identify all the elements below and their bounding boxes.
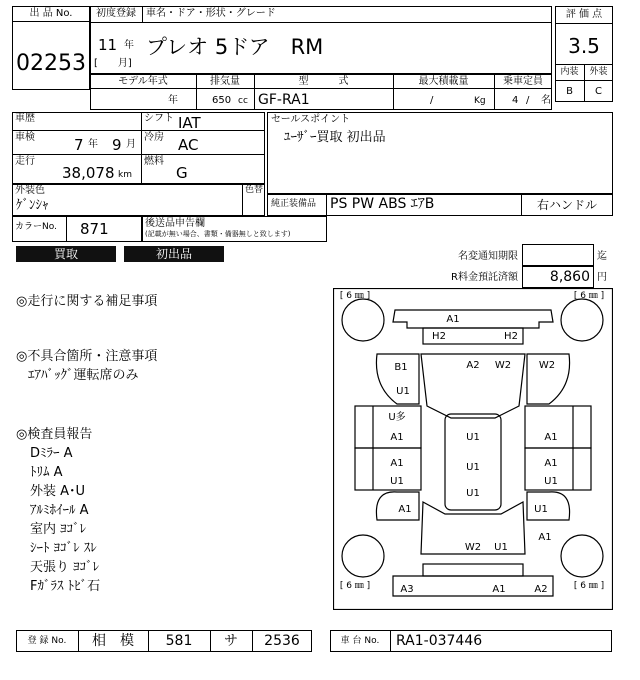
defects-title: ◎不具合箇所・注意事項 <box>16 349 158 364</box>
fuel-label: 燃料 <box>144 156 164 167</box>
inspector-title: ◎検査員報告 <box>16 427 93 442</box>
divider <box>12 130 265 131</box>
damage-mark: A1 <box>390 432 404 443</box>
lot-number: 02253 <box>16 51 86 76</box>
mileage-label: 走行 <box>15 156 35 167</box>
recycle-label: R料金預託済額 <box>451 272 518 283</box>
inspection-month: 9 <box>112 136 122 154</box>
exterior-label: 外装 <box>589 67 608 77</box>
wheel-rear-left <box>342 535 384 577</box>
damage-mark: A2 <box>466 360 480 371</box>
damage-mark: H2 <box>432 331 446 342</box>
tire-depth: [ 6 ㎜ ] <box>573 581 605 591</box>
divider <box>12 154 265 155</box>
driving-notes-title: ◎走行に関する補足事項 <box>16 294 158 309</box>
color-no-value: 871 <box>80 220 109 238</box>
name-change-unit: 迄 <box>597 251 607 262</box>
damage-mark: U1 <box>534 504 548 515</box>
history-label: 車歴 <box>15 113 35 124</box>
wheel-front-left <box>342 299 384 341</box>
registration-number: 2536 <box>264 633 300 649</box>
damage-mark: A3 <box>400 584 414 595</box>
mileage-value: 38,078 <box>62 164 115 182</box>
later-items-note: (記載が無い場合、書類・備器無しと致します) <box>145 230 291 238</box>
chassis-label: 車 台 No. <box>340 636 380 646</box>
tire-depth: [ 6 ㎜ ] <box>573 291 605 301</box>
inspector-item: ﾄﾘﾑ A <box>30 465 63 480</box>
first-reg-year-unit: 年 <box>124 40 134 51</box>
damage-mark: U1 <box>544 476 558 487</box>
damage-mark: U多 <box>388 412 406 423</box>
model-year-label: モデル年式 <box>118 76 168 87</box>
inspector-item: ｱﾙﾐﾎｲｰﾙ A <box>30 503 89 518</box>
first-reg-month: [ 月] <box>94 58 132 69</box>
displacement-unit: cc <box>238 96 248 106</box>
chassis-number: RA1-037446 <box>396 633 483 649</box>
mileage-unit: km <box>118 170 132 180</box>
score-value: 3.5 <box>568 34 600 58</box>
model-year-unit: 年 <box>168 95 178 106</box>
wheel-rear-right <box>561 535 603 577</box>
damage-mark: W2 <box>538 360 556 371</box>
exterior-grade: C <box>595 86 602 97</box>
inspector-item: 天張り ﾖｺﾞﾚ <box>30 560 100 575</box>
details-left <box>12 112 265 184</box>
damage-mark: U1 <box>390 476 404 487</box>
inspector-item: Dﾐﾗｰ A <box>30 446 73 461</box>
wheel-front-right <box>561 299 603 341</box>
damage-mark: W2 <box>464 542 482 553</box>
damage-mark: A1 <box>446 314 460 325</box>
inspection-month-unit: 月 <box>126 139 136 150</box>
inspection-year: 7 <box>74 136 84 154</box>
registration-kana: サ <box>224 633 238 649</box>
sales-point-label: セールスポイント <box>271 114 351 125</box>
rear-bumper-shape <box>393 576 553 596</box>
ac-label: 冷房 <box>144 132 164 143</box>
divider <box>90 88 552 89</box>
divider <box>390 630 391 652</box>
capacity-sep: / <box>526 95 530 106</box>
divider <box>141 112 142 184</box>
front-bumper-shape <box>393 310 553 328</box>
damage-mark: A1 <box>538 532 552 543</box>
damage-mark: A2 <box>534 584 548 595</box>
damage-mark: U1 <box>396 386 410 397</box>
divider <box>142 6 143 22</box>
shift-label: シフト <box>144 113 174 124</box>
car-name: プレオ 5ドア RM <box>146 35 324 59</box>
equipment-label: 純正装備品 <box>271 199 317 209</box>
notes-column <box>16 292 316 596</box>
damage-mark: U1 <box>466 462 480 473</box>
displacement-value: 650 <box>212 95 232 106</box>
rear-right-door <box>525 448 591 490</box>
damage-mark: U1 <box>466 488 480 499</box>
rear-left-door <box>355 448 421 490</box>
name-change-label: 名変通知期限 <box>458 251 518 262</box>
color-label: 外装色 <box>15 185 45 196</box>
damage-mark: A1 <box>492 584 506 595</box>
inspector-item: 室内 ﾖｺﾞﾚ <box>30 522 87 537</box>
inspector-item: Fｶﾞﾗｽ ﾄﾋﾞ石 <box>30 579 101 594</box>
first-reg-year: 11 <box>98 36 118 54</box>
damage-mark: A1 <box>544 432 558 443</box>
max-load-label: 最大積載量 <box>418 76 469 87</box>
shift-value: IAT <box>178 114 201 132</box>
car-name-label: 車名・ドア・形状・グレード <box>146 8 276 19</box>
color-no-label: カラーNo. <box>15 222 57 232</box>
rear-plate-area <box>423 564 523 576</box>
ac-value: AC <box>178 136 199 154</box>
fuel-value: G <box>176 164 188 182</box>
first-listing-badge: 初出品 <box>124 246 224 262</box>
damage-mark: U1 <box>494 542 508 553</box>
score-label: 評 価 点 <box>565 9 603 20</box>
car-damage-diagram <box>333 288 613 610</box>
color-value: ｹﾞﾝｼｬ <box>16 198 49 213</box>
divider <box>242 184 243 216</box>
recycle-unit: 円 <box>597 272 607 283</box>
max-load-value: / <box>430 95 434 106</box>
lot-label: 出 品 No. <box>12 8 90 22</box>
capacity-unit: 名 <box>541 95 551 106</box>
inspector-item: 外装 A･U <box>30 484 86 499</box>
capacity-label: 乗車定員 <box>503 76 543 87</box>
damage-mark: A1 <box>398 504 412 515</box>
damage-mark: A1 <box>390 458 404 469</box>
first-reg-label: 初度登録 <box>96 8 136 19</box>
registration-class: 581 <box>165 633 193 649</box>
damage-mark: W2 <box>494 360 512 371</box>
buy-badge: 買取 <box>16 246 116 262</box>
registration-label: 登 録 No. <box>27 636 67 646</box>
max-load-unit: Kg <box>474 96 486 106</box>
divider <box>555 23 613 24</box>
name-change-box <box>522 244 594 266</box>
interior-grade: B <box>566 86 573 97</box>
capacity-value: 4 <box>512 95 519 106</box>
damage-mark: A1 <box>544 458 558 469</box>
inspection-label: 車検 <box>15 132 35 143</box>
recycle-amount: 8,860 <box>549 269 590 285</box>
equipment-value: PS PW ABS ｴｱB <box>330 196 435 212</box>
steering-value: 右ハンドル <box>536 198 597 212</box>
divider <box>90 22 552 23</box>
tire-depth: [ 6 ㎜ ] <box>339 291 371 301</box>
type-value: GF-RA1 <box>258 92 310 108</box>
divider <box>326 194 327 216</box>
inspection-year-unit: 年 <box>88 139 98 150</box>
interior-label: 内装 <box>560 67 579 77</box>
displacement-label: 排気量 <box>210 76 240 87</box>
later-items-label: 後送品申告欄 <box>145 218 205 229</box>
defect-item: ｴｱﾊﾞｯｸﾞ運転席のみ <box>28 368 139 383</box>
front-right-door <box>525 406 591 448</box>
type-label: 型 式 <box>298 76 349 87</box>
registration-region: 相 模 <box>92 633 134 649</box>
damage-mark: H2 <box>504 331 518 342</box>
divider <box>555 80 613 81</box>
divider <box>66 216 67 242</box>
damage-mark: U1 <box>466 432 480 443</box>
tire-depth: [ 6 ㎜ ] <box>339 581 371 591</box>
inspector-item: ｼｰﾄ ﾖｺﾞﾚ ｽﾚ <box>30 541 97 556</box>
sales-point-text: ﾕｰｻﾞｰ買取 初出品 <box>284 130 386 145</box>
damage-mark: B1 <box>394 362 408 373</box>
color-box <box>12 184 265 216</box>
repaint-label: 色替 <box>245 185 264 195</box>
